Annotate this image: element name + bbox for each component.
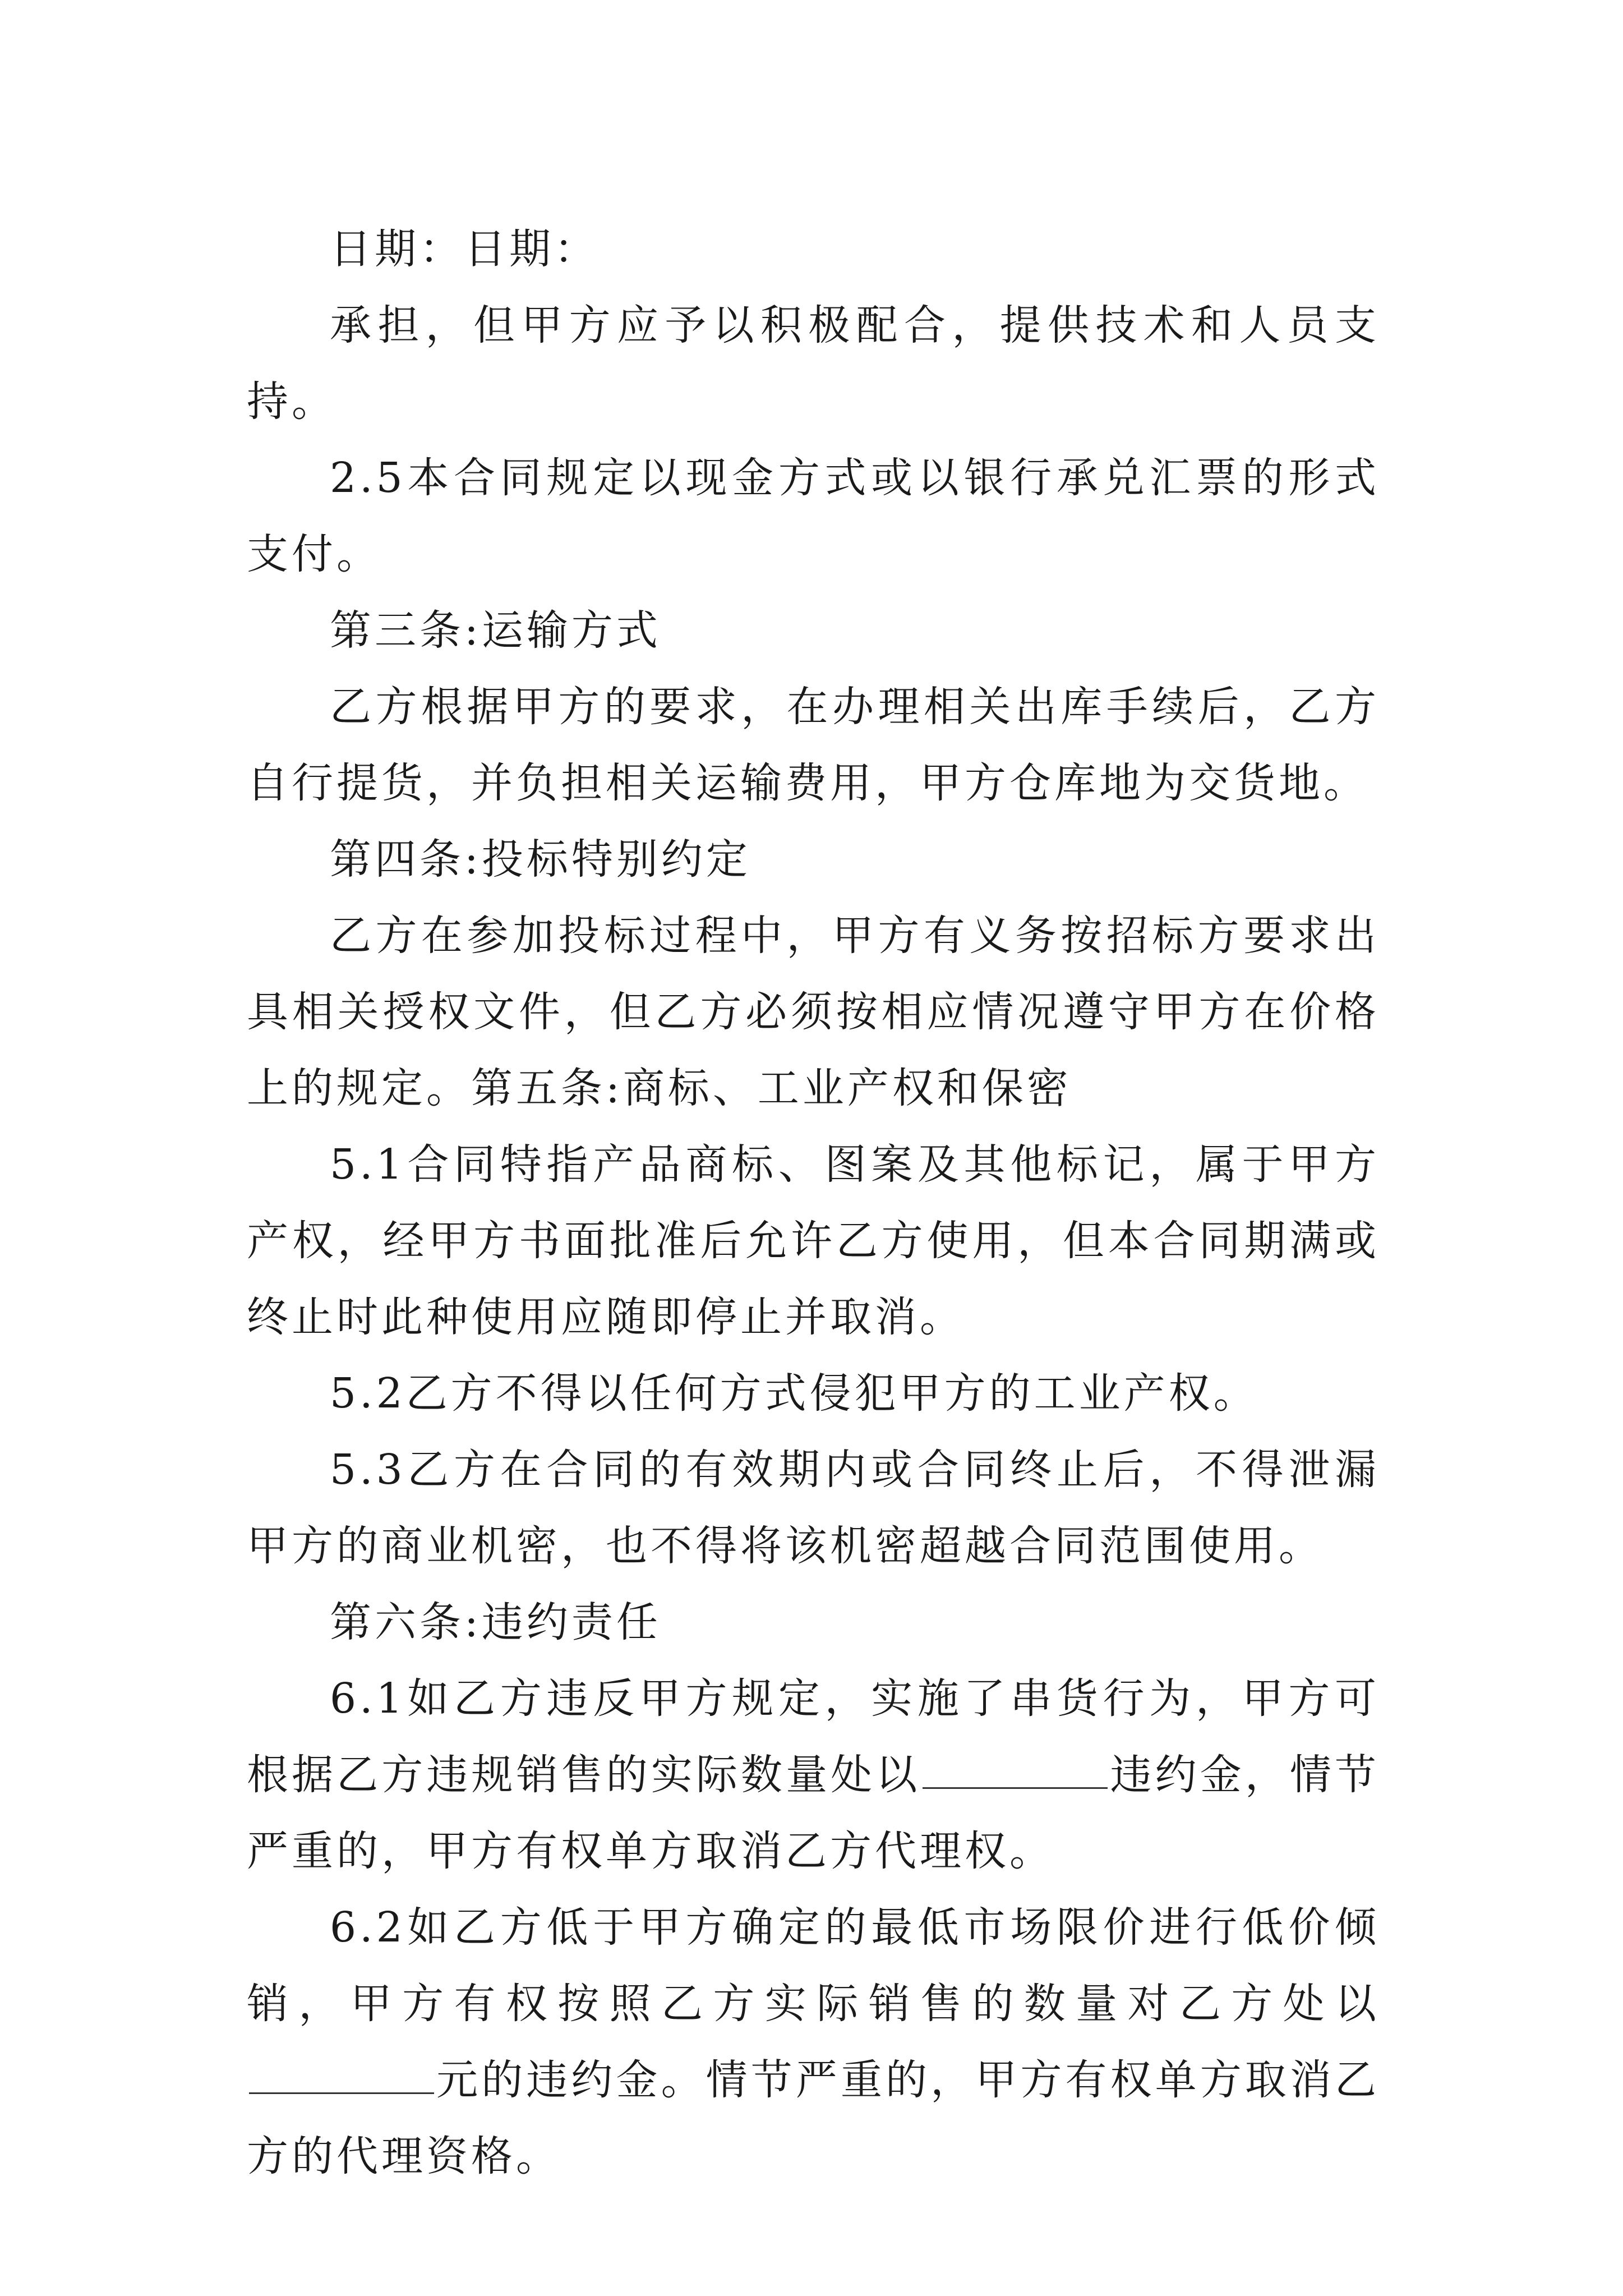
article-3-body: 乙方根据甲方的要求，在办理相关出库手续后，乙方自行提货，并负担相关运输费用，甲方仓库地为交货地。 <box>247 683 1380 807</box>
clause-2-5: 2.5本合同规定以现金方式或以银行承兑汇票的形式支付。 <box>247 454 1380 578</box>
date-line: 日期：日期： <box>330 225 599 273</box>
clause-6-2 <box>247 1889 1380 2194</box>
article-4-body: 乙方在参加投标过程中，甲方有义务按招标方要求出具相关授权文件，但乙方必须按相应情况遵守甲方在价格上的规定。第五条:商标、工业产权和保密 <box>247 912 1380 1112</box>
clause-6-1-text-after: 违约金，情节严重的，甲方有权单方取消乙方代理权。 <box>247 1751 1380 1875</box>
article-6-heading: 第六条:违约责任 <box>330 1598 661 1646</box>
paragraph-support: 承担，但甲方应予以积极配合，提供技术和人员支持。 <box>247 301 1380 426</box>
clause-6-2-text-after: 元的违约金。情节严重的，甲方有权单方取消乙方的代理资格。 <box>247 2056 1380 2180</box>
fill-in-blank <box>923 1750 1108 1789</box>
contract-body <box>247 211 1380 2194</box>
clause-5-2: 5.2乙方不得以任何方式侵犯甲方的工业产权。 <box>330 1369 1258 1418</box>
clause-6-2-text-before: 6.2如乙方低于甲方确定的最低市场限价进行低价倾销，甲方有权按照乙方实际销售的数量对乙方处以 <box>247 1903 1380 2028</box>
clause-5-3: 5.3乙方在合同的有效期内或合同终止后，不得泄漏甲方的商业机密，也不得将该机密超越合同范围使用。 <box>247 1446 1380 1570</box>
article-4-heading: 第四条:投标特别约定 <box>330 835 751 884</box>
article-3-heading: 第三条:运输方式 <box>330 606 661 655</box>
clause-6-1-text-before: 6.1如乙方违反甲方规定，实施了串货行为，甲方可根据乙方违规销售的实际数量处以 <box>247 1674 1380 1799</box>
fill-in-blank <box>249 2055 434 2094</box>
clause-5-1: 5.1合同特指产品商标、图案及其他标记，属于甲方产权，经甲方书面批准后允许乙方使用，但本合同期满或终止时此种使用应随即停止并取消。 <box>247 1140 1380 1341</box>
clause-6-1 <box>247 1660 1380 1889</box>
